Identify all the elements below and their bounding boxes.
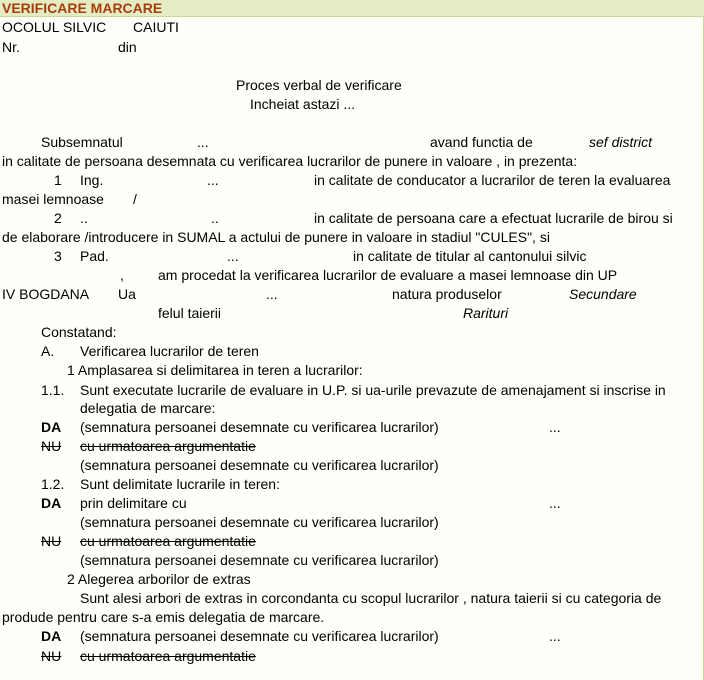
person3-number: 3 [54,248,62,264]
da-value: ... [549,628,561,644]
nu-label: NU [41,648,62,664]
person1-number: 1 [54,172,62,188]
subsection-1-title: 1 Amplasarea si delimitarea in teren a lucrarilor: [67,362,363,378]
constatand-label: Constatand: [41,324,117,340]
intro-line2: in calitate de persoana desemnata cu verificarea lucrarilor de punere in valoare , in prezenta: [2,153,578,169]
up-value: IV BOGDANA [2,286,90,302]
argumentatie-label: cu urmatoarea argumentatie [80,438,256,454]
ocol-label: OCOLUL SILVIC [2,19,107,35]
person1-title: Ing. [80,172,104,188]
signature-caption: (semnatura persoanei desemnate cu verificarea lucrarilor) [80,552,439,568]
subsection-2-text-cont: produde pentru care s-a emis delegatia de marcare. [2,609,325,625]
point-1-1-text-cont: delegatia de marcare: [80,400,216,416]
person3-role: in calitate de titular al cantonului silvic [353,248,587,264]
da-label: DA [41,628,62,644]
signature-caption: (semnatura persoanei desemnate cu verificarea lucrarilor) [80,628,439,644]
nu-label: NU [41,533,62,549]
person3-title: Pad. [80,248,109,264]
da-label: DA [41,419,62,435]
section-a-letter: A. [41,343,55,359]
person1-slash: / [133,191,137,207]
natura-value: Secundare [569,286,637,302]
person1-name: ... [207,172,219,188]
point-1-2-text: Sunt delimitate lucrarile in teren: [80,476,280,492]
subsemnatul-name: ... [197,134,209,150]
procedat-comma: , [120,267,124,283]
ocol-value: CAIUTI [133,19,179,35]
functia-value: sef district [589,134,653,150]
argumentatie-label: cu urmatoarea argumentatie [80,648,256,664]
person1-role: in calitate de conducator a lucrarilor de teren la evaluarea [314,172,671,188]
signature-caption: (semnatura persoanei desemnate cu verificarea lucrarilor) [80,457,439,473]
person2-number: 2 [54,210,62,226]
section-a-title: Verificarea lucrarilor de teren [80,343,259,359]
avand-functia-label: avand functia de [430,134,533,150]
point-1-1-number: 1.1. [41,382,65,398]
da-value: ... [549,419,561,435]
ua-value: ... [266,286,278,302]
argumentatie-label: cu urmatoarea argumentatie [80,533,256,549]
person2-title: .. [80,210,88,226]
subsection-2-text: Sunt alesi arbori de extras in corcondanta cu scopul lucrarilor , natura taierii si cu categoria de [80,590,662,606]
point-1-2-number: 1.2. [41,476,65,492]
signature-caption: (semnatura persoanei desemnate cu verificarea lucrarilor) [80,419,439,435]
ua-label: Ua [118,286,136,302]
person2-role: in calitate de persoana care a efectuat lucrarile de birou si [314,210,673,226]
prin-delimitare-label: prin delimitare cu [80,495,187,511]
nu-label: NU [41,438,62,454]
person2-name: .. [211,210,219,226]
person1-role-cont: masei lemnoase [2,191,104,207]
person3-name: ... [227,248,239,264]
incheiat-astazi: Incheiat astazi ... [250,96,356,112]
din-label: din [118,39,137,55]
natura-label: natura produselor [392,286,502,302]
proces-verbal-title: Proces verbal de verificare [236,77,402,93]
procedat-text: am procedat la verificarea lucrarilor de evaluare a masei lemnoase din UP [158,267,618,283]
subsemnatul-label: Subsemnatul [41,134,123,150]
da-label: DA [41,495,62,511]
nr-label: Nr. [2,39,20,55]
person2-role-cont: de elaborare /introducere in SUMAL a actului de punere in valoare in stadiul "CULES", si [2,229,550,245]
page-title: VERIFICARE MARCARE [2,0,163,16]
felul-label: felul taierii [158,305,222,321]
subsection-2-title: 2 Alegerea arborilor de extras [67,571,251,587]
felul-value: Rarituri [463,305,509,321]
signature-caption: (semnatura persoanei desemnate cu verificarea lucrarilor) [80,514,439,530]
delimitare-value: ... [549,495,561,511]
point-1-1-text: Sunt executate lucrarile de evaluare in U.P. si ua-urile prevazute de amenajament si inscrise in [80,382,666,398]
